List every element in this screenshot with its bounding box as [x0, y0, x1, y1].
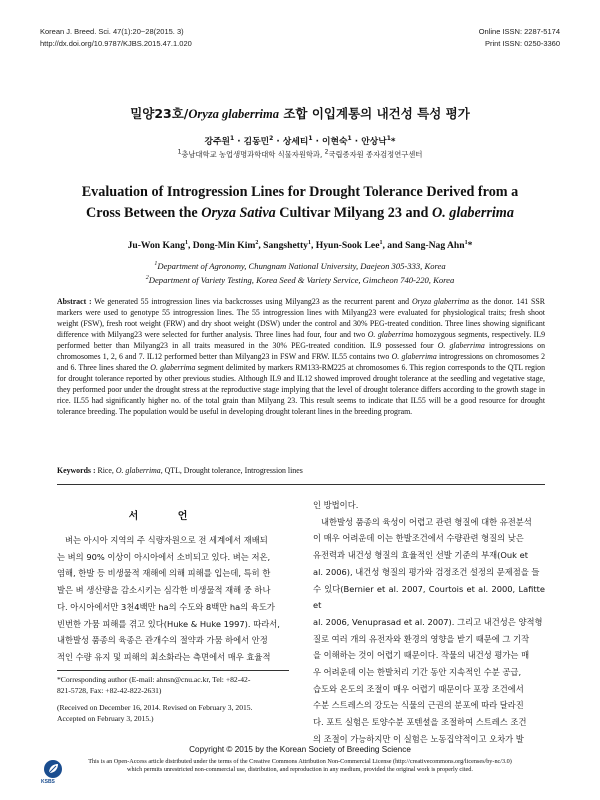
body-line: 내한발성 품종의 육종은 관개수의 절약과 가뭄 하에서 안정 [57, 635, 268, 646]
body-line: 빈번한 가뭄 피해를 겪고 있다(Huke & Huke 1997). 따라서, [57, 618, 280, 629]
keywords-label: Keywords : [57, 466, 96, 475]
online-issn: Online ISSN: 2287-5174 [478, 27, 560, 36]
abstract: Abstract : We generated 55 introgression lines via backcrosses using Milyang23 as the recurrent parent and Oryza glaberrima as the donor. 141 SSR markers were used to genotype 55 introgression lines. The 55 introgression lines with Milyang23 were evaluated for physiological traits; fresh shoot weight (FSW), fresh root weight (FRW) and dry shoot weight (DSW) under the control and 30% PEG-treated condition. Three lines showing significant difference with Milyang23 were selected for further analysis. Three lines had four, four and two O. glaberrima homozygous segments, respectively. IL9 performed better than Milyang23 in all traits measured in the 30% PEG-treated condition. IL9 possessed four O. glaberrima introgressions on chromosomes 1, 2, 6 and 7. IL12 performed better than Milyang23 in FSW and FRW. IL55 contains two O. glaberrima introgressions on chromosomes 2 and 6. Three lines shared the O. glaberrima segment delimited by markers RM133-RM225 at chromosomes 6. This region corresponds to the QTL region for drought tolerance reported by other previous studies. Although IL9 and IL12 showed improved drought tolerance at the seedling and vegetative stage, they performed poor under the drought stress at the reproductive stage implying that the level of drought tolerance differs according to the growth stage in rice. IL55 had significantly higher no. of the total grain than Milyang 23. This result seems to indicate that IL55 will be a good resource for drought tolerance breeding. The population would be useful in developing drought tolerant lines in the breeding program. [57, 297, 546, 416]
society-logo-icon [44, 760, 62, 778]
corresponding-author-note: *Corresponding author (E-mail: ahnsn@cnu.ac.kr, Tel: +82-42- 821-5728, Fax: +82-42-822-2631) [57, 675, 251, 695]
body-line: 이 매우 어려운데 이는 한발조건에서 수량관련 형질의 낮은 [313, 533, 524, 544]
body-line: 수분 스트레스의 강도는 식물의 근권의 분포에 따라 달라진 [313, 700, 524, 711]
body-line: al. 2006), 내건성 형질의 평가와 검정조건 설정의 문제점을 들 [313, 566, 540, 577]
english-authors: Ju-Won Kang$^1$, Dong-Min Kim$^2$, Sangshetty$^1$, Hyun-Sook Lee$^1$, and Sang-Nag Ahn$^1$* [127, 239, 473, 251]
keywords: Keywords : Rice, O. glaberrima, QTL, Drought tolerance, Introgression lines [57, 466, 303, 475]
body-line: al. 2006, Venuprasad et al. 2007). 그리고 내건성은 양적형 [313, 616, 543, 627]
right-column-body [313, 497, 545, 748]
print-issn: Print ISSN: 0250-3360 [484, 39, 560, 48]
body-line: 내한발성 품종의 육성이 어렵고 관련 형질에 대한 유전분석 [321, 516, 532, 527]
english-affiliation-1: $^1$Department of Agronomy, Chungnam National University, Daejeon 305-333, Korea [154, 261, 446, 271]
korean-authors: 강주원$^1$ · 김동민$^2$ · 상세티$^1$ · 이현숙$^1$ · 안상낙$^1$* [204, 135, 396, 147]
body-line: 적인 수량 유지 및 피해의 최소화라는 측면에서 매우 효율적 [57, 651, 271, 662]
korean-affiliations: $^1$충남대학교 농업생명과학대학 식물자원학과, $^2$국립종자원 종자검정연구센터 [177, 148, 423, 159]
body-line: 유전력과 내건성 형질의 효율적인 선발 기준의 부재(Ouk et [313, 550, 528, 561]
journal-citation: Korean J. Breed. Sci. 47(1):20~28(2015. 3) [40, 27, 184, 36]
body-line: 인 방법이다. [313, 500, 359, 510]
korean-title: 밀양23호/Oryza glaberrima 조합 이입계통의 내건성 특성 평가 [130, 106, 470, 121]
doi-link[interactable]: http://dx.doi.org/10.9787/KJBS.2015.47.1.020 [40, 39, 192, 48]
section-heading-introduction: 서 언 [128, 511, 206, 522]
leaf-icon [44, 760, 62, 778]
body-line: 염해, 한발 등 비생물적 재해에 의해 피해를 입는데, 특히 한 [57, 568, 271, 579]
copyright-notice: Copyright © 2015 by the Korean Society of Breeding Science [189, 745, 411, 754]
body-line: 는 벼의 90% 이상이 아시아에서 소비되고 있다. 벼는 저온, [57, 551, 271, 562]
body-line: 수 있다(Bernier et al. 2007, Courtois et al. 2000, Lafitte et [313, 583, 545, 611]
footnote-divider [57, 670, 289, 671]
body-line: 다. 포트 실험은 토양수분 포텐셜을 조절하여 스트레스 조건 [313, 717, 527, 728]
english-affiliation-2: $^2$Department of Variety Testing, Korea Seed & Variety Service, Gimcheon 740-220, Korea [145, 275, 455, 285]
body-line: 다. 아시아에서만 3천4백만 ha의 수도와 8백만 ha의 육도가 [57, 601, 275, 612]
license-notice: This is an Open-Access article distributed under the terms of the Creative Commons Attribution Non-Commercial License (http://creativecommons.org/licenses/by-nc/3.0) which permits unrestricted non-commercial use, distribution, and reproduction in any medium, provided the original work is properly cited. [88, 758, 512, 773]
body-line: 질로 여러 개의 유전자와 환경의 영향을 받기 때문에 그 기작 [313, 633, 530, 644]
society-logo-text: KSBS [41, 779, 55, 785]
body-line: 발은 벼 생산량을 감소시키는 심각한 비생물적 재해 중 하나 [57, 585, 271, 596]
abstract-label: Abstract : [57, 297, 92, 306]
body-line: 우 어려운데 이는 한발처리 기간 동안 지속적인 수분 공급, [313, 667, 522, 678]
abstract-divider [57, 484, 545, 485]
body-line: 의 조절이 가능하지만 이 실험은 노동집약적이고 오차가 발 [313, 733, 524, 744]
body-line: 벼는 아시아 지역의 주 식량자원으로 전 세계에서 재배되 [65, 535, 268, 545]
received-dates-note: (Received on December 16, 2014. Revised on February 3, 2015. Accepted on February 3, 2015.) [57, 703, 253, 723]
left-column-body [57, 532, 289, 666]
english-title: Evaluation of Introgression Lines for Drought Tolerance Derived from a Cross Between the Oryza Sativa Cultivar Milyang 23 and O. glaberrima [81, 184, 519, 221]
body-line: 을 이해하는 것이 어렵기 때문이다. 작물의 내건성 평가는 매 [313, 650, 530, 661]
body-line: 습도와 온도의 조절이 매우 어렵기 때문이다 포장 조건에서 [313, 683, 524, 694]
